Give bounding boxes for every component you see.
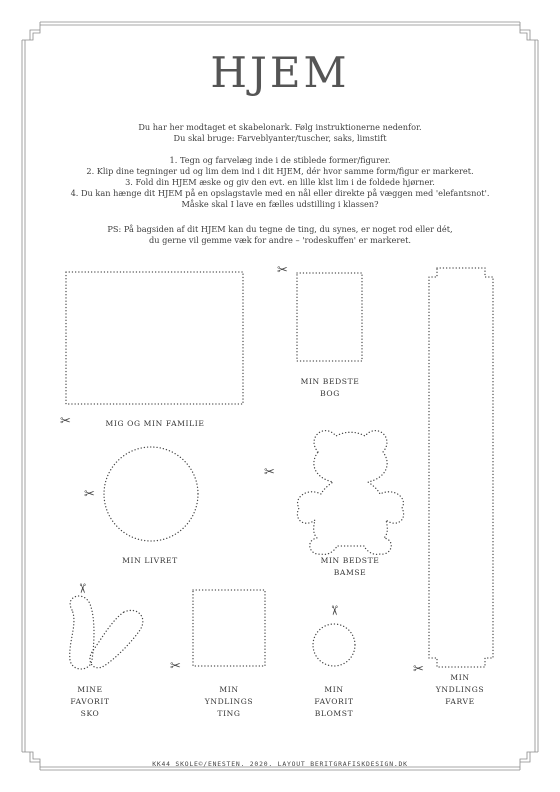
- label-line: YNDLINGS: [435, 685, 485, 694]
- footer-credit: KK44 SKOLE©/ENESTEN. 2020. LAYOUT BERITGRAFISKDESIGN.DK: [152, 760, 408, 768]
- thing-frame: [193, 590, 265, 666]
- scissors-icon: ✂: [325, 605, 341, 616]
- label-line: BLOMST: [314, 709, 354, 718]
- label-food: [100, 555, 200, 567]
- scissors-icon: ✂: [264, 465, 275, 480]
- scissors-icon: ✂: [73, 583, 89, 594]
- instruction-line: 2. Klip dine tegninger ud og lim dem ind i dit HJEM, dér hvor samme form/figur er markeret.: [86, 166, 474, 176]
- ps-line: PS: På bagsiden af dit HJEM kan du tegne de ting, du synes, er noget rod eller dét,: [107, 224, 453, 234]
- label-teddy: [300, 555, 400, 579]
- label-line: MIN LIVRET: [122, 556, 178, 565]
- instruction-line: 4. Du kan hænge dit HJEM på en opslagstavle med en nål eller direkte på væggen med 'elefantsnot'.: [70, 188, 490, 198]
- label-line: MIN BEDSTE: [300, 377, 360, 386]
- scissors-icon: ✂: [170, 659, 181, 674]
- teddy-shape: [297, 431, 403, 555]
- instruction-line: Måske skal I lave en fælles udstilling i klassen?: [181, 199, 379, 209]
- label-line: TING: [217, 709, 241, 718]
- label-line: MIG OG MIN FAMILIE: [105, 419, 205, 428]
- label-line: MIN: [450, 673, 470, 682]
- label-line: FAVORIT: [70, 697, 110, 706]
- label-family: [90, 418, 220, 430]
- label-line: MIN: [219, 685, 239, 694]
- shoe-right: [90, 610, 143, 667]
- page-title: HJEM: [210, 48, 350, 97]
- family-frame: [66, 272, 243, 404]
- label-color: [425, 672, 495, 708]
- book-frame: [297, 273, 362, 361]
- color-frame: [429, 268, 493, 667]
- instruction-line: 1. Tegn og farvelæg inde i de stiblede former/figurer.: [169, 155, 391, 165]
- intro-line: Du skal bruge: Farveblyanter/tuscher, saks, limstift: [173, 133, 387, 143]
- label-line: FARVE: [445, 697, 475, 706]
- label-line: FAVORIT: [314, 697, 354, 706]
- scissors-icon: ✂: [413, 662, 424, 677]
- ps-line: du gerne vil gemme væk for andre – 'rodeskuffen' er markeret.: [149, 235, 411, 245]
- label-line: SKO: [80, 709, 100, 718]
- label-line: MIN: [324, 685, 344, 694]
- label-flower: [299, 684, 369, 720]
- scissors-icon: ✂: [277, 263, 288, 278]
- label-line: BOG: [320, 389, 340, 398]
- scissors-icon: ✂: [60, 414, 71, 429]
- scissors-icon: ✂: [84, 487, 95, 502]
- food-circle: [104, 447, 198, 541]
- label-line: MIN BEDSTE: [320, 556, 380, 565]
- label-thing: [194, 684, 264, 720]
- label-line: MINE: [77, 685, 103, 694]
- instruction-line: 3. Fold din HJEM æske og giv den evt. en lille klst lim i de foldede hjørner.: [125, 177, 435, 187]
- label-line: YNDLINGS: [204, 697, 254, 706]
- label-line: BAMSE: [333, 568, 367, 577]
- intro-line: Du har her modtaget et skabelonark. Følg instruktionerne nedenfor.: [138, 122, 422, 132]
- label-book: [280, 376, 380, 400]
- label-shoes: [55, 684, 125, 720]
- flower-circle: [313, 624, 355, 666]
